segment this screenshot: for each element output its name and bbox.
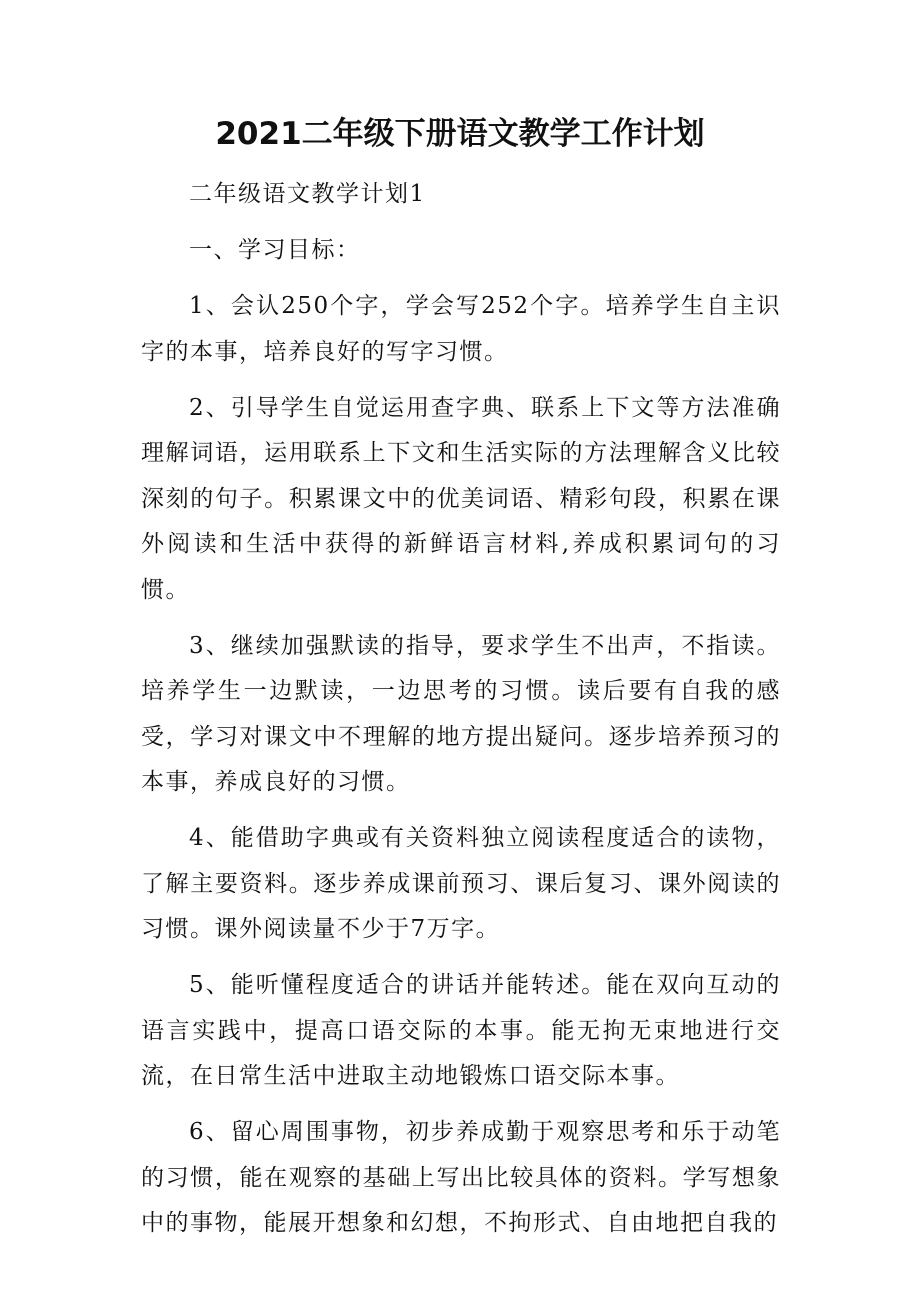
document-subtitle: 二年级语文教学计划1 — [189, 181, 426, 207]
paragraph-6: 6、留心周围事物，初步养成勤于观察思考和乐于动笔的习惯，能在观察的基础上写出比较具体的资料。学写想象中的事物，能展开想象和幻想，不拘形式、自由地把自我的 — [141, 1119, 781, 1236]
document-body — [141, 172, 781, 1247]
paragraph-4: 4、能借助字典或有关资料独立阅读程度适合的读物，了解主要资料。逐步养成课前预习、课后复习、课外阅读的习惯。课外阅读量不少于7万字。 — [141, 825, 781, 942]
section-heading: 一、学习目标： — [189, 237, 361, 263]
paragraph-2: 2、引导学生自觉运用查字典、联系上下文等方法准确理解词语，运用联系上下文和生活实际的方法理解含义比较深刻的句子。积累课文中的优美词语、精彩句段，积累在课外阅读和生活中获得的新鲜语言材料,养成积累词句的习惯。 — [141, 394, 781, 603]
document-title: 2021二年级下册语文教学工作计划 — [215, 116, 705, 152]
paragraph-1: 1、会认250个字，学会写252个字。培养学生自主识字的本事，培养良好的写字习惯。 — [141, 293, 781, 365]
paragraph-5: 5、能听懂程度适合的讲话并能转述。能在双向互动的语言实践中，提高口语交际的本事。能无拘无束地进行交流，在日常生活中进取主动地锻炼口语交际本事。 — [141, 972, 781, 1089]
paragraph-3: 3、继续加强默读的指导，要求学生不出声，不指读。培养学生一边默读，一边思考的习惯。读后要有自我的感受，学习对课文中不理解的地方提出疑问。逐步培养预习的本事，养成良好的习惯。 — [141, 632, 781, 795]
